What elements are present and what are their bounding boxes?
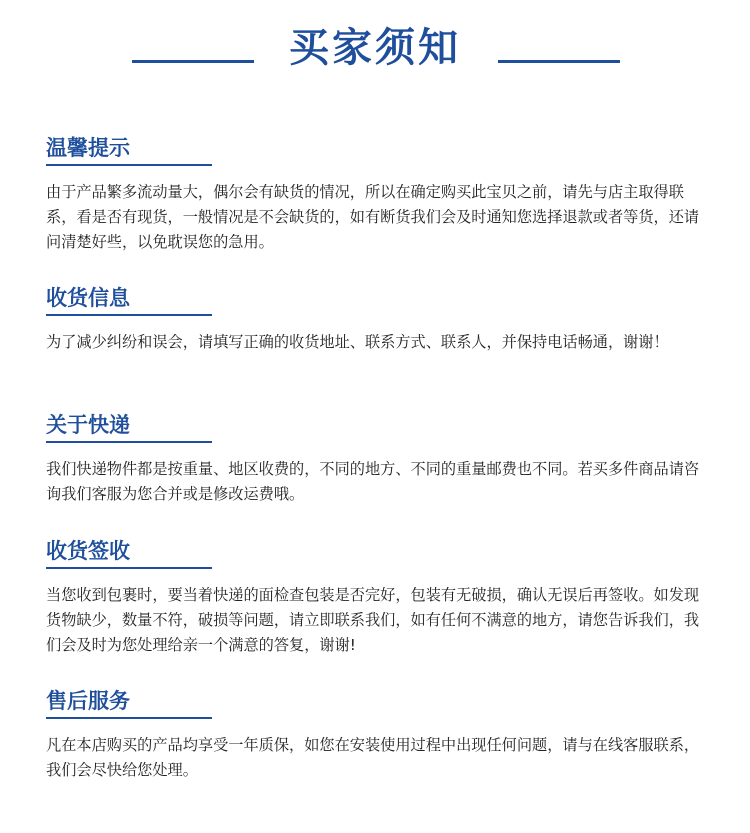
section-warm-tips <box>46 134 716 255</box>
page-header <box>0 14 750 86</box>
header-divider-right <box>498 60 620 63</box>
section-body: 由于产品繁多流动量大，偶尔会有缺货的情况，所以在确定购买此宝贝之前，请先与店主取得联系，看是否有现货，一般情况是不会缺货的，如有断货我们会及时通知您选择退款或者等货，还请问清楚好些，以免耽误您的急用。 <box>46 183 700 251</box>
section-heading: 关于快递 <box>46 413 130 437</box>
section-receipt <box>46 537 716 658</box>
section-delivery-info <box>46 284 716 355</box>
section-heading: 收货信息 <box>46 286 130 310</box>
heading-underline <box>46 314 212 316</box>
section-after-sales <box>46 687 716 783</box>
heading-underline <box>46 441 212 443</box>
section-heading: 售后服务 <box>46 689 130 713</box>
section-body: 为了减少纠纷和误会，请填写正确的收货地址、联系方式、联系人，并保持电话畅通，谢谢！ <box>46 333 669 351</box>
heading-underline <box>46 717 212 719</box>
section-body: 当您收到包裹时，要当着快递的面检查包装是否完好，包装有无破损，确认无误后再签收。如发现货物缺少，数量不符，破损等问题，请立即联系我们，如有任何不满意的地方，请您告诉我们，我们会及时为您处理给亲一个满意的答复，谢谢! <box>46 586 700 654</box>
section-body: 凡在本店购买的产品均享受一年质保，如您在安装使用过程中出现任何问题，请与在线客服联系，我们会尽快给您处理。 <box>46 736 700 779</box>
heading-underline <box>46 567 212 569</box>
page-title: 买家须知 <box>289 25 461 71</box>
section-body: 我们快递物件都是按重量、地区收费的，不同的地方、不同的重量邮费也不同。若买多件商品请咨询我们客服为您合并或是修改运费哦。 <box>46 460 700 503</box>
heading-underline <box>46 164 212 166</box>
section-heading: 收货签收 <box>46 539 130 563</box>
section-heading: 温馨提示 <box>46 136 130 160</box>
section-shipping <box>46 411 716 507</box>
